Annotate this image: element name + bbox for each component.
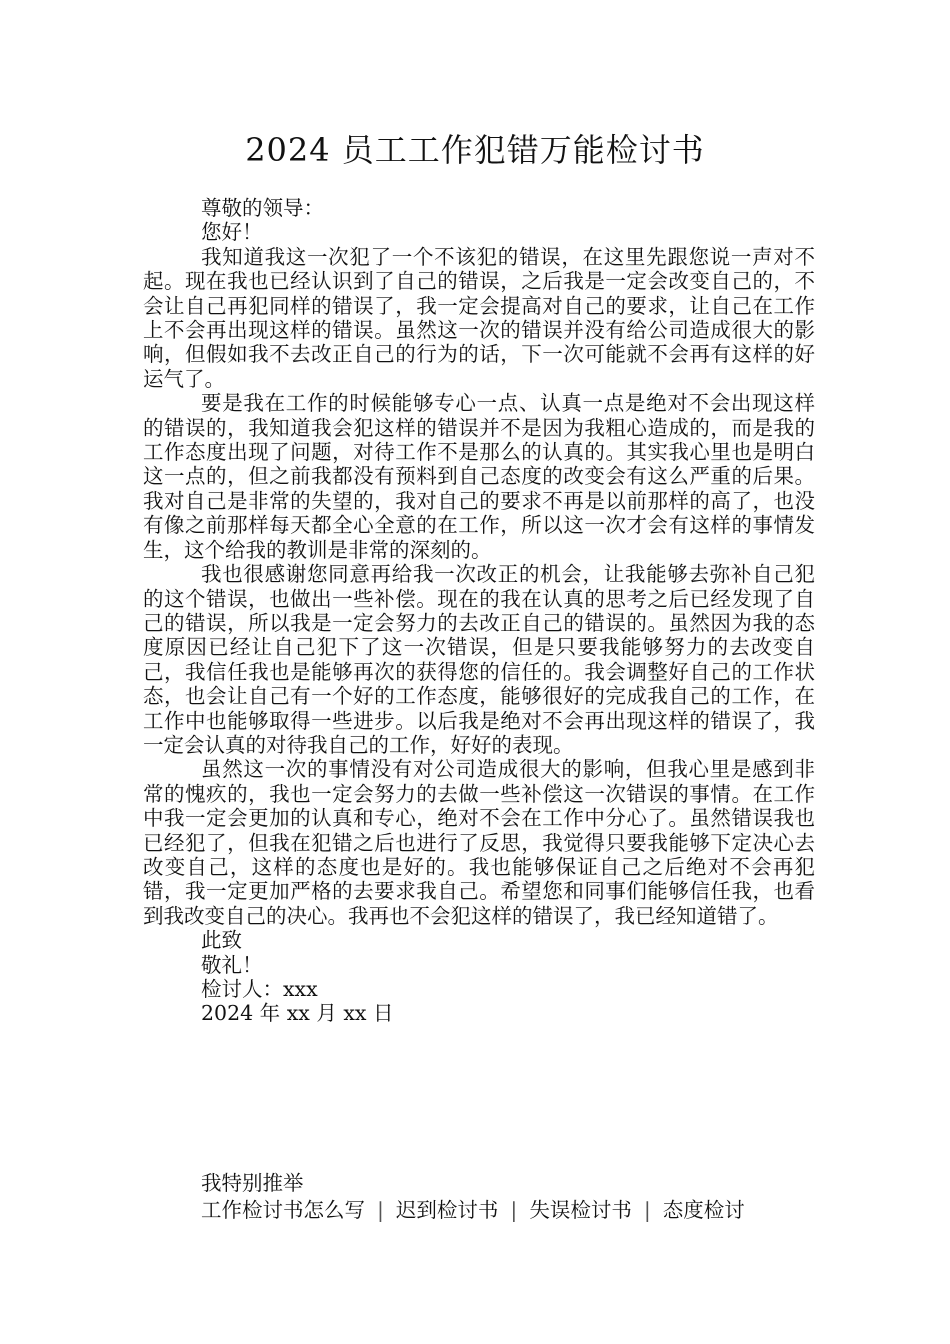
document-title: 2024 员工工作犯错万能检讨书 — [245, 131, 705, 169]
body-paragraph: 我知道我这一次犯了一个不该犯的错误，在这里先跟您说一声对不起。现在我也已经认识到了自己的错误，之后我是一定会改变自己的，不会让自己再犯同样的错误了，我一定会提高对自己的要求，让自己在工作上不会再出现这样的错误。虽然这一次的错误并没有给公司造成很大的影响，但假如我不去改正自己的行为的话，下一次可能就不会再有这样的好运气了。 — [143, 244, 815, 391]
recommend-link[interactable]: 态度检讨 — [662, 1198, 745, 1222]
letter-body — [143, 196, 815, 1026]
body-paragraph: 我也很感谢您同意再给我一次改正的机会，让我能够去弥补自己犯的这个错误，也做出一些补偿。现在的我在认真的思考之后已经发现了自己的错误，所以我是一定会努力的去改正自己的错误的。虽然因为我的态度原因已经让自己犯下了这一次错误，但是只要我能够努力的去改变自己，我信任我也是能够再次的获得您的信任的。我会调整好自己的工作状态，也会让自己有一个好的工作态度，能够很好的完成我自己的工作，在工作中也能够取得一些进步。以后我是绝对不会再出现这样的错误了，我一定会认真的对待我自己的工作，好好的表现。 — [143, 562, 815, 757]
salutation: 尊敬的领导： — [201, 196, 324, 220]
body-paragraph: 要是我在工作的时候能够专心一点、认真一点是绝对不会出现这样的错误的，我知道我会犯这样的错误并不是因为我粗心造成的，而是我的工作态度出现了问题，对待工作不是那么的认真的。其实我心里也是明白这一点的，但之前我都没有预料到自己态度的改变会有这么严重的后果。我对自己是非常的失望的，我对自己的要求不再是以前那样的高了，也没有像之前那样每天都全心全意的在工作，所以这一次才会有这样的事情发生，这个给我的教训是非常的深刻的。 — [143, 391, 815, 562]
recommend-link[interactable]: 失误检讨书 — [529, 1198, 632, 1222]
recommend-link[interactable]: 迟到检讨书 — [395, 1198, 499, 1222]
link-separator: | — [377, 1198, 384, 1222]
recommend-link[interactable]: 工作检讨书怎么写 — [201, 1198, 365, 1222]
link-separator: | — [510, 1198, 518, 1222]
regards: 敬礼！ — [201, 952, 263, 977]
date: 2024 年 xx 月 xx 日 — [201, 1001, 394, 1026]
link-separator: | — [643, 1198, 651, 1222]
recommend-heading: 我特别推举 — [201, 1171, 304, 1195]
greeting: 您好！ — [201, 220, 263, 245]
body-paragraph: 虽然这一次的事情没有对公司造成很大的影响，但我心里是感到非常的愧疚的，我也一定会努力的去做一些补偿这一次错误的事情。在工作中我一定会更加的认真和专心，绝对不会在工作中分心了。虽然错误我也已经犯了，但我在犯错之后也进行了反思，我觉得只要我能够下定决心去改变自己，这样的态度也是好的。我也能够保证自己之后绝对不会再犯错，我一定更加严格的去要求我自己。希望您和同事们能够信任我，也看到我改变自己的决心。我再也不会犯这样的错误了，我已经知道错了。 — [143, 757, 815, 928]
closing: 此致 — [201, 928, 242, 953]
recommend-section — [201, 1170, 841, 1224]
signer: 检讨人：xxx — [201, 977, 318, 1001]
recommend-links — [201, 1197, 841, 1224]
